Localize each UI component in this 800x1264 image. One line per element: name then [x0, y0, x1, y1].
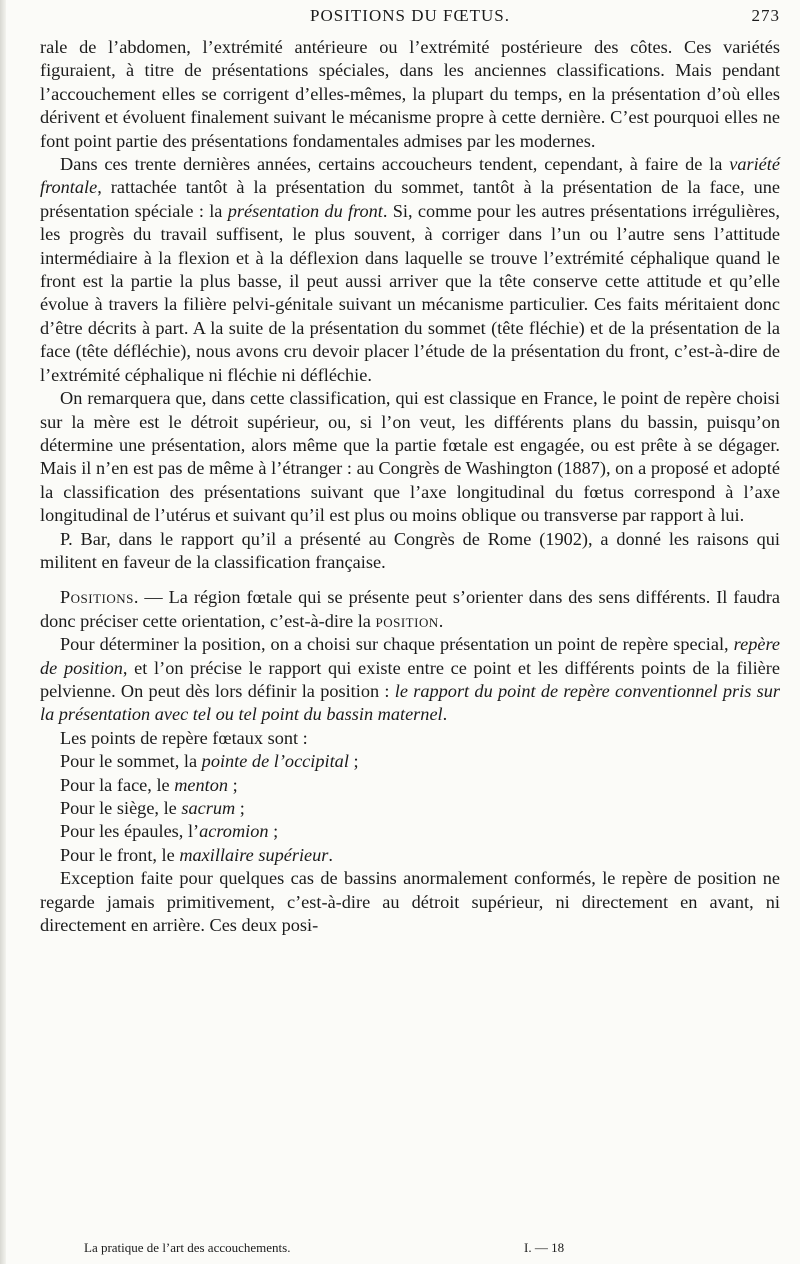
- footer-book-title: La pratique de l’art des accouchements.: [84, 1240, 291, 1255]
- text-run: ;: [268, 821, 279, 842]
- paragraph: [40, 36, 780, 153]
- italic-term: pointe de l’occipital: [201, 751, 349, 772]
- page-body: [40, 36, 780, 937]
- page-header: [40, 6, 780, 30]
- text-run: Pour le sommet, la: [60, 751, 202, 772]
- small-caps-term: position: [375, 610, 439, 631]
- list-item: [40, 844, 780, 867]
- text-run: , et l’on précise le rapport qui existe entre ce point et les différents points de la filière pelvienne. On peut dès lors définir la position :: [40, 657, 780, 701]
- paragraph: [40, 727, 780, 750]
- italic-term: variété frontale: [40, 154, 780, 198]
- italic-term: maxillaire supérieur: [179, 844, 329, 865]
- text-run: .: [438, 610, 444, 631]
- text-run: Pour le siège, le: [60, 798, 182, 818]
- text-run: P. Bar, dans le rapport qu’il a présenté au Congrès de Rome (1902), a donné les raisons qui militent en faveur de la classification française.: [40, 528, 780, 572]
- paragraph: [40, 153, 780, 387]
- text-run: Exception faite pour quelques cas de bassins anormalement conformés, le repère de position ne regarde jamais primitivement, c’est-à-dire au détroit supérieur, ni directement en avant, ni directement en arrière. Ces deux posi-: [40, 868, 780, 936]
- italic-term: le rapport du point de repère conventionnel pris sur la présentation avec tel ou tel point du bassin maternel: [40, 680, 780, 725]
- text-run: ;: [235, 798, 245, 818]
- text-run: Pour le front, le: [60, 844, 180, 865]
- section-paragraph-positions: [40, 586, 780, 633]
- text-run: ;: [228, 774, 238, 795]
- list-item: [40, 750, 780, 773]
- list-item: [40, 774, 780, 797]
- text-run: ;: [348, 751, 359, 772]
- text-run: Pour la face, le: [60, 774, 175, 795]
- page-number: 273: [751, 6, 780, 25]
- text-run: .: [328, 844, 333, 865]
- italic-term: sacrum: [181, 798, 236, 818]
- list-item: [40, 820, 780, 843]
- text-run: Pour déterminer la position, on a choisi sur chaque présentation un point de repère special,: [60, 634, 734, 655]
- text-run: Pour les épaules, l’: [60, 821, 200, 842]
- italic-term: menton: [174, 774, 229, 795]
- paragraph: [40, 528, 780, 575]
- italic-term: acromion: [199, 821, 269, 842]
- list-item: [40, 797, 780, 820]
- italic-term: présentation du front: [227, 200, 383, 221]
- text-run: rale de l’abdomen, l’extrémité antérieure ou l’extrémité postérieure des côtes. Ces variétés figuraient, à titre de présentations spéciales, dans les anciennes classifications. Mais pendant l’accouchement elles se corrigent d’elles-mêmes, la plupart du temps, en la présentation d’où elles dérivent et évoluent finalement suivant le mécanisme propre à cette dernière. C’est pourquoi elles ne font point partie des présentations fondamentales admises par les modernes.: [40, 37, 780, 151]
- running-head: POSITIONS DU FŒTUS.: [310, 6, 510, 25]
- paragraph: [40, 633, 780, 727]
- paragraph: [40, 387, 780, 527]
- text-run: On remarquera que, dans cette classification, qui est classique en France, le point de repère choisi sur la mère est le détroit supérieur, ou, si l’on veut, les différents plans du bassin, puisqu’on détermine une présentation, alors même que la partie fœtale est engagée, ou est prête à se dégager. Mais il n’en est pas de même à l’étranger : au Congrès de Washington (1887), on a proposé et adopté la classification des présentations suivant que l’axe longitudinal du fœtus correspond à l’axe longitudinal de l’utérus et suivant qu’il est plus ou moins oblique ou transverse par rapport à lui.: [40, 388, 780, 526]
- text-run: Les points de repère fœtaux sont :: [60, 727, 308, 748]
- page-footer: [84, 1240, 684, 1258]
- footer-signature: I. — 18: [524, 1240, 565, 1255]
- paragraph: [40, 867, 780, 937]
- text-run: Dans ces trente dernières années, certains accoucheurs tendent, cependant, à faire de la: [60, 154, 730, 175]
- page-edge: [0, 0, 6, 1264]
- text-run: .: [442, 704, 448, 725]
- text-run: . — La région fœtale qui se présente peut s’orienter dans des sens différents. Il faudra donc préciser cette orientation, c’est-à-dire la: [40, 587, 780, 631]
- small-caps-term: Positions: [60, 587, 134, 608]
- text-run: . Si, comme pour les autres présentations irrégulières, les progrès du travail suffisent, le plus souvent, à corriger dans l’un ou l’autre sens l’attitude intermédiaire à la flexion et à la déflexion dans laquelle se trouve l’extrémité céphalique quand le front est la partie la plus basse, il peut aussi arriver que la tête conserve cette attitude et qu’elle évolue à travers la filière pelvi-génitale suivant un mécanisme particulier. Ces faits méritaient donc d’être décrits à part. A la suite de la présentation du sommet (tête fléchie) et de la présentation de la face (tête défléchie), nous avons cru devoir placer l’étude de la présentation du front, c’est-à-dire de l’extrémité céphalique ni fléchie ni défléchie.: [40, 200, 780, 385]
- text-run: , rattachée tantôt à la présentation du sommet, tantôt à la présentation de la face, une présentation spéciale : la: [40, 177, 780, 221]
- italic-term: repère de position: [40, 634, 780, 678]
